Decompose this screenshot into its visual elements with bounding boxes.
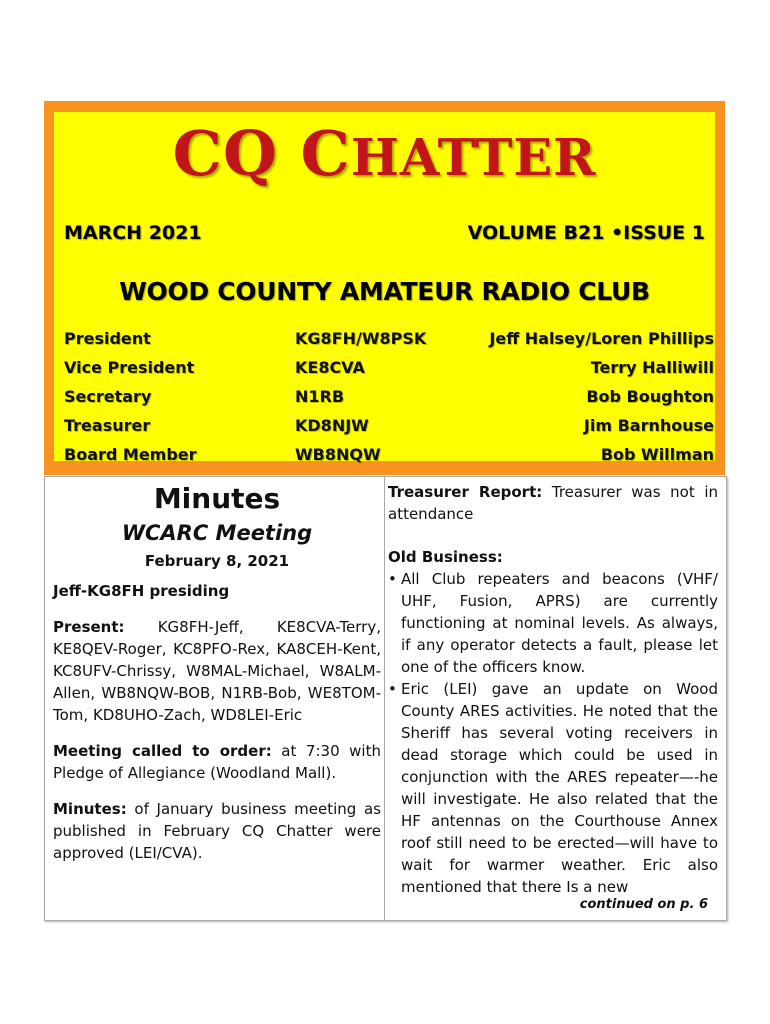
list-item: • All Club repeaters and beacons (VHF/ UHF, Fusion, APRS) are currently functioning at nominal levels. As always, if any operator detects a fault, please let one of the officers know.: [388, 568, 718, 678]
officers-table: [64, 325, 714, 470]
column-divider: [384, 477, 385, 920]
minutes-approval-paragraph: Minutes: of January business meeting as published in February CQ Chatter were approved (LEI/CVA).: [53, 800, 381, 862]
club-name: WOOD COUNTY AMATEUR RADIO CLUB: [119, 277, 650, 306]
newsletter-body: [44, 476, 727, 921]
meeting-subheading: WCARC Meeting: [121, 521, 313, 545]
minutes-heading: Minutes: [153, 482, 281, 515]
officer-callsign: KE8CVA: [295, 358, 365, 377]
newsletter-title: CQ CHATTER: [172, 117, 597, 190]
officer-callsign: WB8NQW: [295, 445, 381, 464]
officer-callsign: KG8FH/W8PSK: [295, 329, 427, 348]
presiding-line: Jeff-KG8FH presiding: [53, 582, 230, 600]
officer-row: [64, 325, 714, 354]
officer-callsign: KD8NJW: [295, 416, 369, 435]
officer-callsign: N1RB: [295, 387, 345, 406]
list-item: • Eric (LEI) gave an update on Wood County ARES activities. He noted that the Sheriff has several voting receivers in dead storage which could be used in conjunction with the ARES repeater—-he will investigate. He also related that the HF antennas on the Courthouse Annex roof still need to be erected—will have to wait for warmer weather. Eric also mentioned that there Is a new: [388, 678, 718, 898]
masthead-panel: [54, 112, 715, 464]
officer-role: Treasurer: [64, 416, 151, 435]
old-business-heading: Old Business:: [388, 548, 503, 566]
officer-row: [64, 354, 714, 383]
officer-name: Terry Halliwill: [590, 358, 714, 377]
meeting-date: February 8, 2021: [144, 552, 290, 570]
present-paragraph: Present: KG8FH-Jeff, KE8CVA-Terry, KE8QEV-Roger, KC8PFO-Rex, KA8CEH-Kent, KC8UFV-Chrissy, W8MAL-Michael, W8ALM-Allen, WB8NQW-BOB, N1RB-Bob, WE8TOM-Tom, KD8UHO-Zach, WD8LEI-Eric: [53, 618, 381, 724]
issue-date: MARCH 2021: [64, 222, 202, 244]
old-business-list: [388, 568, 718, 898]
officer-name: Bob Boughton: [586, 387, 714, 406]
treasurer-report: Treasurer Report: Treasurer was not in attendance: [388, 483, 718, 523]
officer-row: [64, 383, 714, 412]
officer-name: Jim Barnhouse: [583, 416, 714, 435]
officer-row: [64, 412, 714, 441]
officer-role: Board Member: [64, 445, 197, 464]
called-to-order-paragraph: Meeting called to order: at 7:30 with Pledge of Allegiance (Woodland Mall).: [53, 742, 381, 782]
minutes-column: [53, 481, 381, 864]
issue-volume: VOLUME B21 •ISSUE 1: [467, 222, 705, 244]
continued-note: continued on p. 6: [579, 897, 708, 912]
business-column: [388, 481, 718, 913]
officer-row: [64, 441, 714, 470]
officer-role: President: [64, 329, 151, 348]
masthead: [44, 101, 725, 475]
officer-role: Vice President: [64, 358, 195, 377]
officer-role: Secretary: [64, 387, 152, 406]
officer-name: Jeff Halsey/Loren Phillips: [489, 329, 714, 348]
officer-name: Bob Willman: [600, 445, 714, 464]
